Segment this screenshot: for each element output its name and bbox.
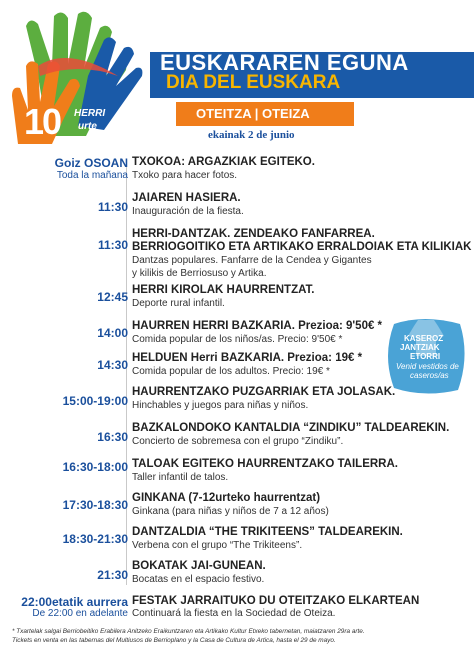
event-title: GINKANA (7-12urteko haurrentzat)	[132, 492, 321, 504]
badge-line1: KASEROZ	[404, 334, 444, 343]
footer-time: 22:00etatik aurrera	[21, 595, 128, 609]
time-label: 12:45	[97, 290, 128, 304]
event-title: DANTZALDIA “THE TRIKITEENS” TALDEAREKIN.	[132, 526, 403, 538]
event-title: TXOKOA: ARGAZKIAK EGITEKO.	[132, 156, 315, 168]
badge-line4: Venid vestidos de	[396, 362, 459, 371]
title-main: EUSKARAREN EGUNA	[160, 50, 409, 75]
time-label: 18:30-21:30	[62, 532, 128, 546]
time-label: 16:30-18:00	[62, 460, 128, 474]
event-desc: Bocatas en el espacio festivo.	[132, 574, 265, 585]
event-title: JAIAREN HASIERA.	[132, 192, 241, 204]
event-title: BOKATAK JAI-GUNEAN.	[132, 560, 266, 572]
event-desc: Comida popular de los niños/as. Precio: 9'50€ *	[132, 334, 343, 345]
event-desc: Ginkana (para niñas y niños de 7 a 12 años)	[132, 506, 329, 517]
time-label: 14:30	[97, 358, 128, 372]
time-label: 17:30-18:30	[62, 498, 128, 512]
badge-line5: caseros/as	[410, 371, 449, 380]
logo-herri-text: HERRI	[74, 108, 106, 119]
logo-urte-text: urte	[78, 121, 97, 132]
time-label: 11:30	[97, 238, 128, 252]
place-label: OTEITZA | OTEIZA	[196, 106, 310, 121]
date-label: ekainak 2 de junio	[208, 129, 295, 141]
event-desc: Verbena con el grupo “The Trikiteens”.	[132, 540, 303, 551]
event-title: HAURREN HERRI BAZKARIA. Prezioa: 9'50€ *	[132, 320, 383, 332]
event-title: TALOAK EGITEKO HAURRENTZAKO TAILERRA.	[132, 458, 398, 470]
time-label-secondary: Toda la mañana	[56, 170, 128, 181]
event-desc: Taller infantil de talos.	[132, 472, 229, 483]
event-title: HERRI KIROLAK HAURRENTZAT.	[132, 284, 315, 296]
time-label: 15:00-19:00	[62, 394, 128, 408]
footnote-basque: * Txartelak salgai Berriobeitiko Erabilera Anitzeko Eraikuntzaren eta Artikako Kultur Etxeko tabernetan, maiatzaren 29ra arte.	[12, 628, 365, 635]
event-desc: Dantzas populares. Fanfarre de la Cendea y Gigantes	[132, 255, 372, 266]
title-sub: DIA DEL EUSKARA	[166, 72, 341, 93]
footer-event: FESTAK JARRAITUKO DU OTEITZAKO ELKARTEAN	[132, 595, 420, 607]
event-title: HELDUEN Herri BAZKARIA. Prezioa: 19€ *	[132, 352, 363, 364]
time-label: 16:30	[97, 430, 128, 444]
event-desc: Comida popular de los adultos. Precio: 19€ *	[132, 366, 330, 377]
badge-line3: ETORRI	[410, 352, 441, 361]
footnote-spanish: Tickets en venta en las tabernas del Multiusos de Berrioplano y la Casa de Cultura de Artica, hasta el 29 de mayo.	[12, 637, 336, 644]
time-label: 11:30	[97, 200, 128, 214]
logo-number: 10	[24, 101, 61, 142]
event-desc: Hinchables y juegos para niñas y niños.	[132, 400, 309, 411]
badge-line2: JANTZIAK	[400, 343, 440, 352]
time-label: Goiz OSOAN	[54, 156, 128, 170]
event-title: HERRI-DANTZAK. ZENDEAKO FANFARREA.	[132, 228, 375, 240]
event-desc: Concierto de sobremesa con el grupo “Zindiku”.	[132, 436, 344, 447]
footer-time-secondary: De 22:00 en adelante	[32, 608, 128, 619]
time-label: 14:00	[97, 326, 128, 340]
event-desc-line2: y kilikis de Berriosuso y Artika.	[132, 268, 267, 279]
event-title-line2: BERRIOGOITIKO ETA ARTIKAKO ERRALDOIAK ETA KILIKIAK	[132, 241, 472, 253]
time-label: 21:30	[97, 568, 128, 582]
poster-header	[0, 0, 474, 150]
event-desc: Inauguración de la fiesta.	[132, 206, 244, 217]
event-desc: Txoko para hacer fotos.	[132, 170, 238, 181]
event-desc: Deporte rural infantil.	[132, 298, 225, 309]
divider-line	[126, 160, 127, 585]
event-title: HAURRENTZAKO PUZGARRIAK ETA JOLASAK.	[132, 386, 396, 398]
footer-desc: Continuará la fiesta en la Sociedad de Oteiza.	[132, 608, 336, 619]
event-title: BAZKALONDOKO KANTALDIA “ZINDIKU” TALDEAREKIN.	[132, 422, 450, 434]
